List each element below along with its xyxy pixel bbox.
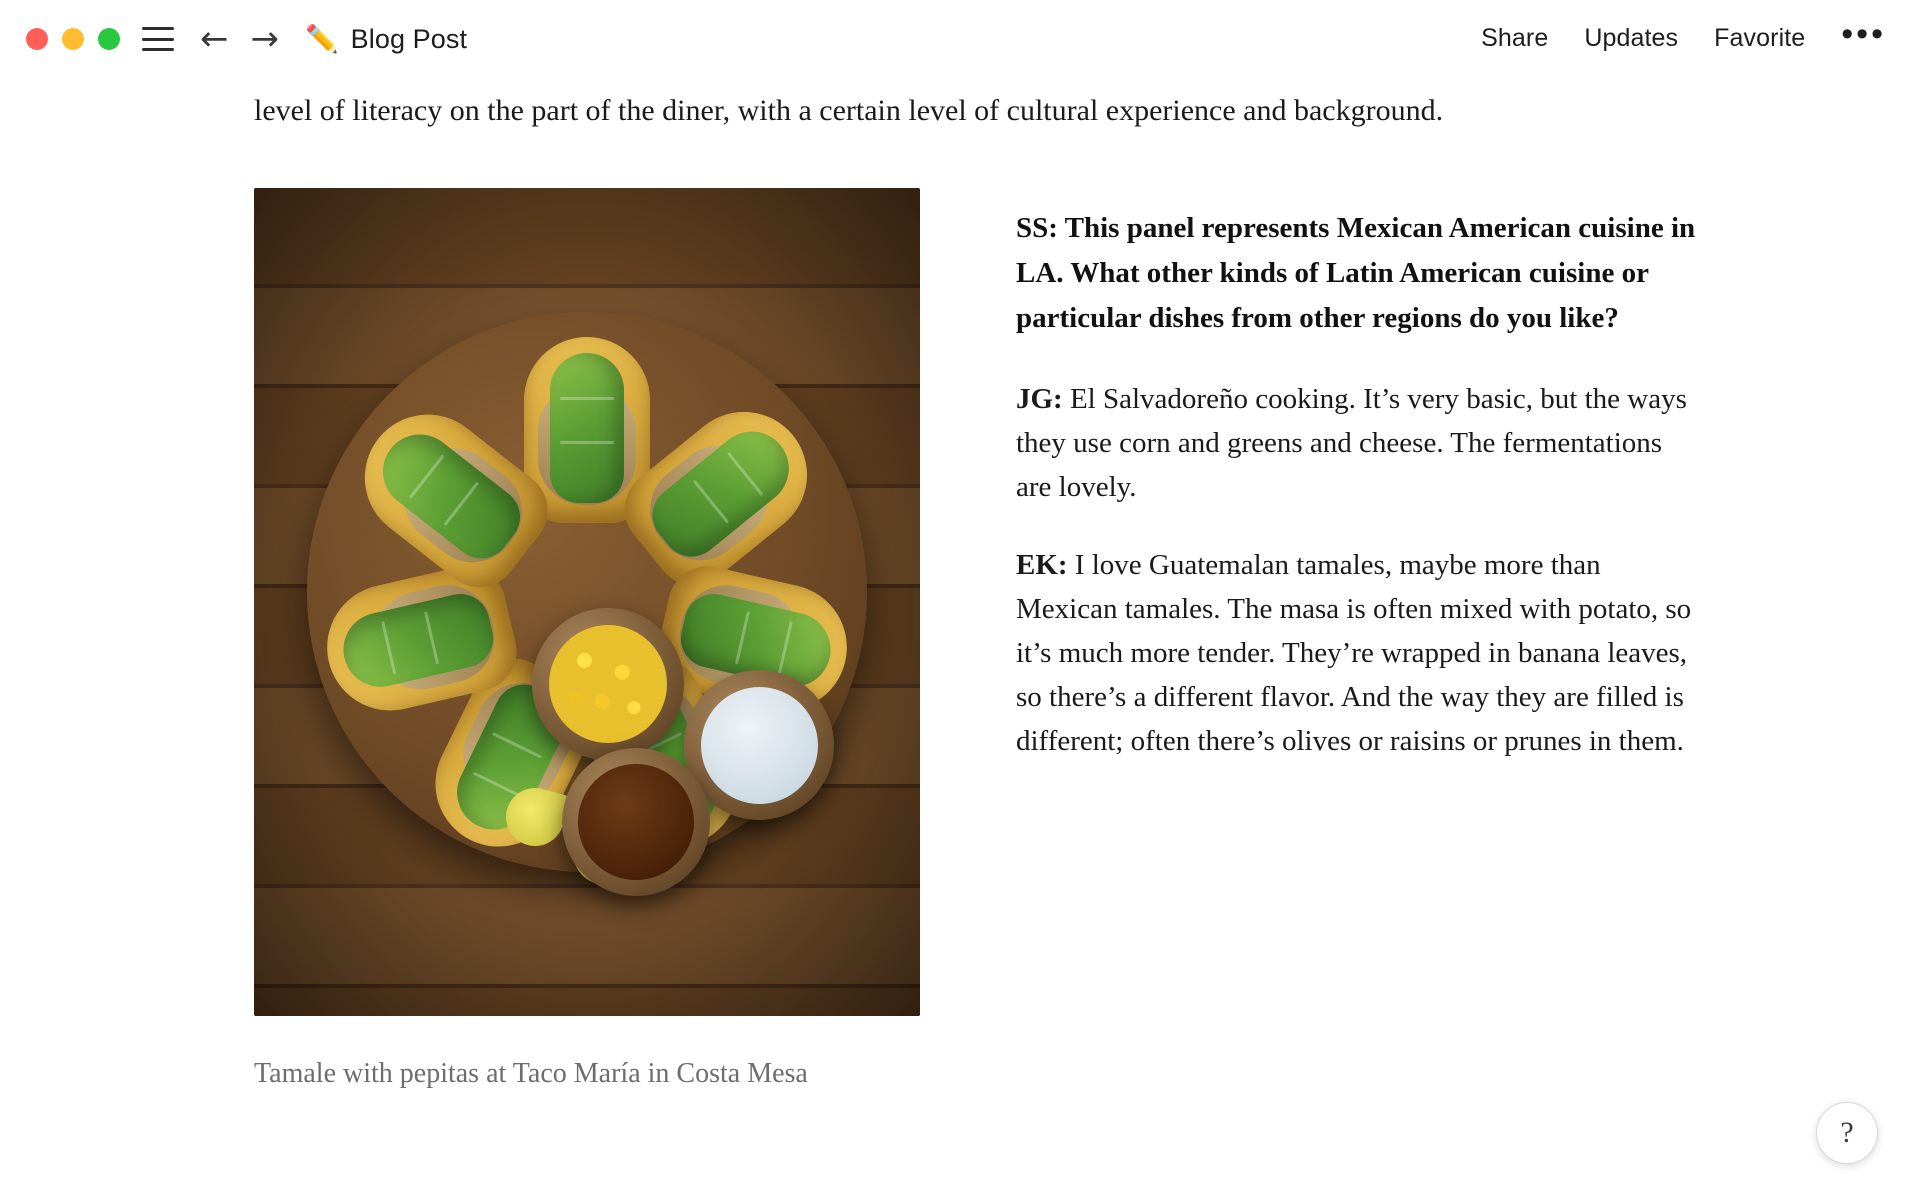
lead-paragraph: level of literacy on the part of the diner, with a certain level of cultural experience and background. <box>254 94 1444 127</box>
titlebar-actions <box>1481 14 1886 54</box>
crema-bowl <box>684 670 834 820</box>
more-options-icon[interactable]: ••• <box>1841 14 1886 53</box>
favorite-button[interactable]: Favorite <box>1714 24 1806 53</box>
pencil-icon: ✏️ <box>305 23 339 54</box>
article-figure <box>254 188 920 1098</box>
title-bar <box>0 0 1920 78</box>
interview-answer <box>1016 377 1696 509</box>
salsa-bowl <box>562 748 710 896</box>
speaker-label: EK: <box>1016 549 1068 581</box>
updates-button[interactable]: Updates <box>1584 24 1679 53</box>
interview-column <box>1016 188 1696 1098</box>
answer-text: El Salvadoreño cooking. It’s very basic, but the ways they use corn and greens and cheese. The fermentations are lovely. <box>1016 383 1687 503</box>
speaker-label: JG: <box>1016 383 1063 415</box>
speaker-label: SS: <box>1016 212 1058 244</box>
answer-text: I love Guatemalan tamales, maybe more than Mexican tamales. The masa is often mixed with potato, so it’s much more tender. They’re wrapped in banana leaves, so there’s a different flavor. And the way they are filled is different; often there’s olives or raisins or prunes in them. <box>1016 549 1692 757</box>
interview-question <box>1016 206 1696 341</box>
question-text: This panel represents Mexican American cuisine in LA. What other kinds of Latin American cuisine or particular dishes from other regions do you like? <box>1016 212 1696 334</box>
close-window-button[interactable] <box>26 28 48 50</box>
document-title[interactable]: Blog Post <box>350 23 468 54</box>
corn-bowl <box>532 608 684 760</box>
zoom-window-button[interactable] <box>98 28 120 50</box>
minimize-window-button[interactable] <box>62 28 84 50</box>
window-controls <box>26 28 120 50</box>
article-content <box>0 78 1920 1200</box>
figure-caption: Tamale with pepitas at Taco María in Costa Mesa <box>254 1058 808 1089</box>
interview-answer <box>1016 543 1696 763</box>
article-body <box>254 188 1920 1098</box>
back-arrow-icon[interactable]: ← <box>200 19 229 59</box>
hamburger-menu-icon[interactable] <box>142 27 174 51</box>
food-photo <box>254 188 920 1016</box>
forward-arrow-icon[interactable]: → <box>250 19 279 59</box>
share-button[interactable]: Share <box>1481 24 1549 53</box>
help-button[interactable]: ? <box>1816 1102 1878 1164</box>
